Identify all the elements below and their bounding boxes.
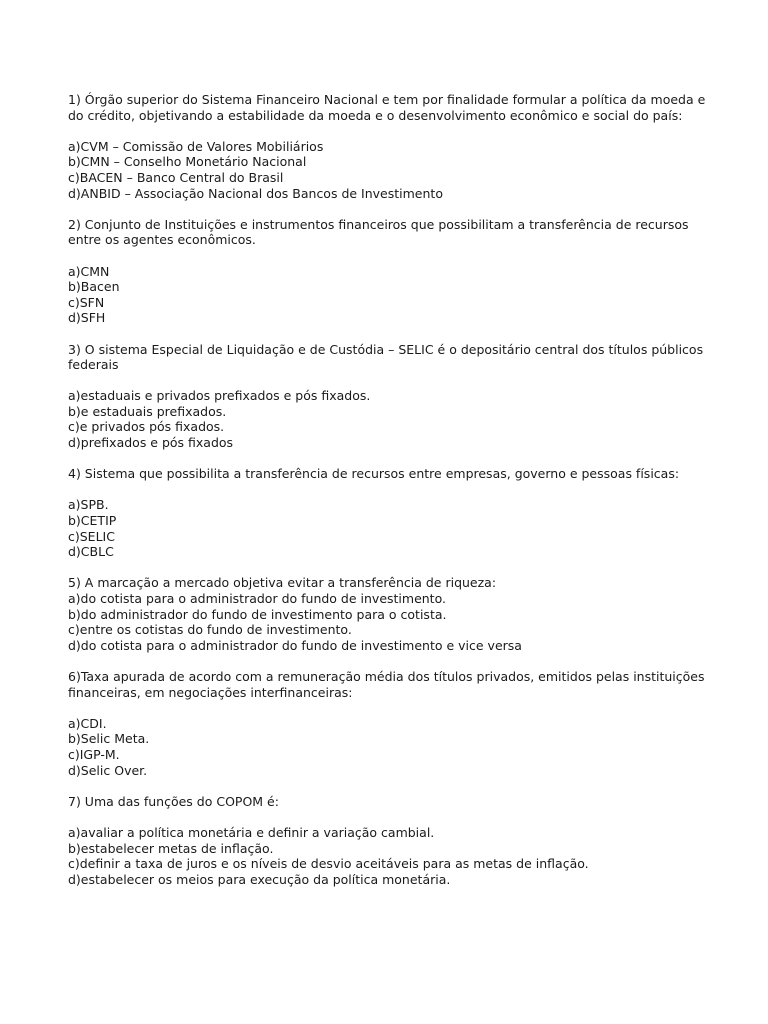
option-b: b)Bacen bbox=[68, 279, 120, 295]
option-b: b)CMN – Conselho Monetário Nacional bbox=[68, 154, 307, 170]
options-list bbox=[68, 497, 708, 559]
option-d: d)prefixados e pós fixados bbox=[68, 435, 234, 451]
spacer bbox=[68, 482, 708, 498]
question-4 bbox=[68, 466, 708, 560]
option-d: d)estabelecer os meios para execução da política monetária. bbox=[68, 871, 451, 887]
spacer bbox=[68, 123, 708, 139]
option-d: d)CBLC bbox=[68, 544, 114, 560]
option-d: d)do cotista para o administrador do fundo de investimento e vice versa bbox=[68, 637, 522, 653]
question-text: 5) A marcação a mercado objetiva evitar a transferência de riqueza: bbox=[68, 575, 497, 591]
option-a: a)CVM – Comissão de Valores Mobiliários bbox=[68, 138, 324, 154]
question-2 bbox=[68, 217, 708, 326]
option-a: a)do cotista para o administrador do fundo de investimento. bbox=[68, 591, 446, 606]
question-1 bbox=[68, 92, 708, 201]
question-text: 1) Órgão superior do Sistema Financeiro Nacional e tem por finalidade formular a política da moeda e do crédito, objetivando a estabilidade da moeda e o desenvolvimento econômico e social do país: bbox=[68, 92, 706, 123]
question-text: 6)Taxa apurada de acordo com a remuneração média dos títulos privados, emitidos pelas instituições financeiras, em negociações interfinanceiras: bbox=[68, 668, 705, 700]
option-a: a)estaduais e privados prefixados e pós fixados. bbox=[68, 388, 371, 404]
option-a: a)SPB. bbox=[68, 497, 109, 513]
option-b: b)estabelecer metas de inflação. bbox=[68, 840, 274, 856]
option-a: a)CMN bbox=[68, 263, 110, 279]
question-6 bbox=[68, 669, 708, 778]
spacer bbox=[68, 248, 708, 264]
option-c: c)SELIC bbox=[68, 528, 115, 544]
spacer bbox=[68, 373, 708, 389]
option-d: d)Selic Over. bbox=[68, 762, 148, 778]
option-c: c)definir a taxa de juros e os níveis de desvio aceitáveis para as metas de inflação. bbox=[68, 856, 589, 872]
option-c: c)BACEN – Banco Central do Brasil bbox=[68, 169, 284, 185]
option-b: b)Selic Meta. bbox=[68, 731, 150, 747]
option-a: a)avaliar a política monetária e definir a variação cambial. bbox=[68, 824, 435, 840]
options-list bbox=[68, 591, 708, 653]
question-text: 4) Sistema que possibilita a transferência de recursos entre empresas, governo e pessoas físicas: bbox=[68, 466, 680, 482]
option-d: d)ANBID – Associação Nacional dos Bancos de Investimento bbox=[68, 185, 443, 201]
option-c: c)SFN bbox=[68, 294, 105, 310]
option-c: c)e privados pós fixados. bbox=[68, 419, 225, 435]
document-page bbox=[68, 92, 708, 903]
option-d: d)SFH bbox=[68, 310, 106, 326]
options-list bbox=[68, 139, 708, 201]
options-list bbox=[68, 716, 708, 778]
spacer bbox=[68, 700, 708, 716]
question-3 bbox=[68, 342, 708, 451]
question-text: 3) O sistema Especial de Liquidação e de Custódia – SELIC é o depositário central dos títulos públicos federais bbox=[68, 341, 704, 373]
option-c: c)entre os cotistas do fundo de investimento. bbox=[68, 622, 352, 638]
question-7 bbox=[68, 794, 708, 888]
options-list bbox=[68, 264, 708, 326]
question-5 bbox=[68, 575, 708, 653]
option-c: c)IGP-M. bbox=[68, 746, 120, 762]
option-b: b)e estaduais prefixados. bbox=[68, 403, 227, 419]
options-list bbox=[68, 388, 708, 450]
question-text: 2) Conjunto de Instituições e instrumentos financeiros que possibilitam a transferência de recursos entre os agentes econômicos. bbox=[68, 216, 689, 248]
question-text: 7) Uma das funções do COPOM é: bbox=[68, 793, 279, 809]
option-a: a)CDI. bbox=[68, 715, 107, 731]
options-list bbox=[68, 825, 708, 887]
spacer bbox=[68, 809, 708, 825]
option-b: b)CETIP bbox=[68, 513, 117, 529]
option-b: b)do administrador do fundo de investimento para o cotista. bbox=[68, 606, 447, 622]
